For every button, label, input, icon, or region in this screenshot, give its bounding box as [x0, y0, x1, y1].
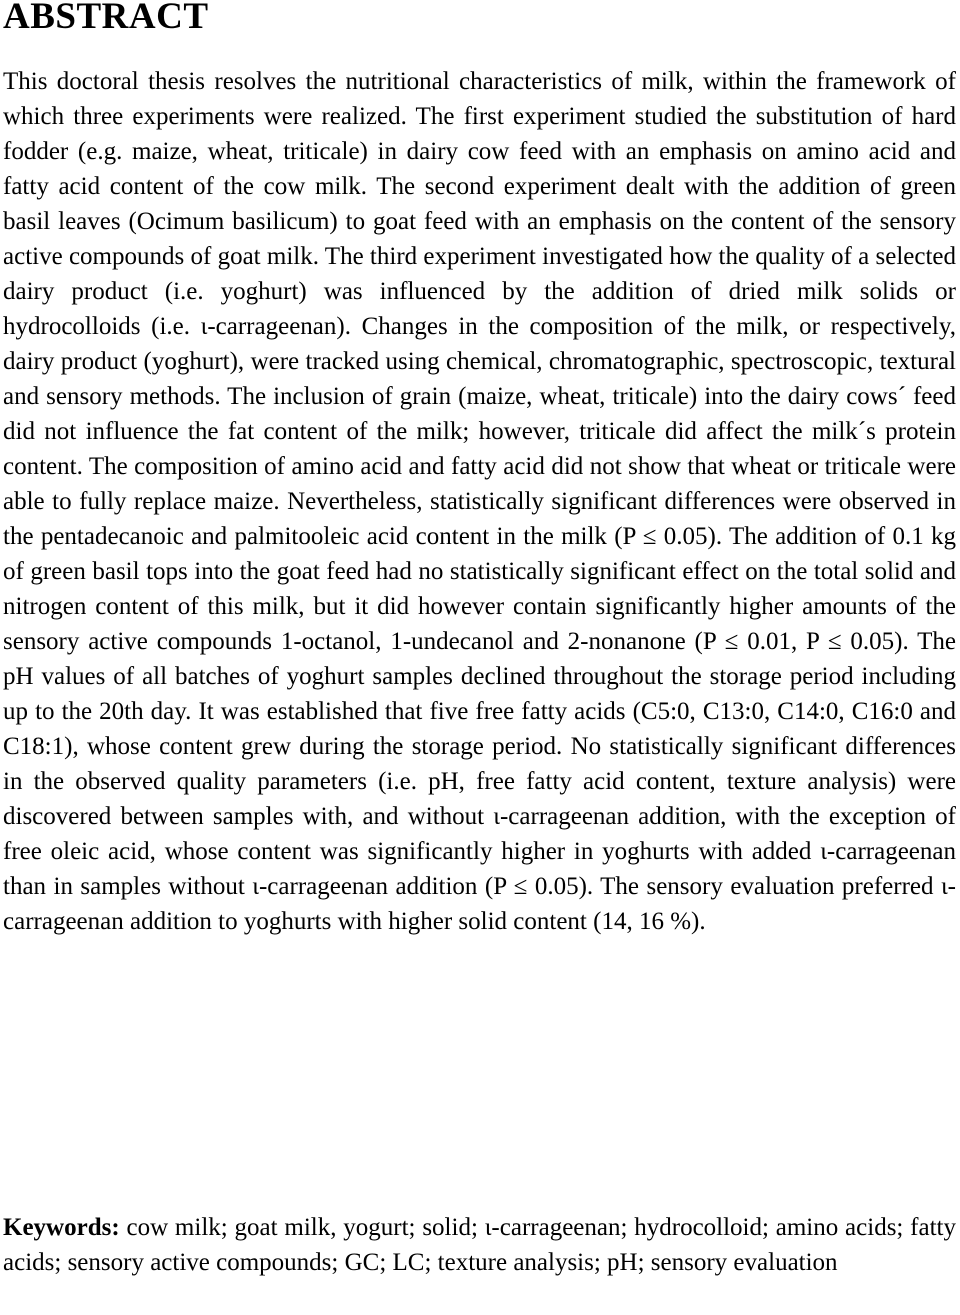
- keywords-label: Keywords:: [3, 1214, 120, 1241]
- page-title: ABSTRACT: [3, 0, 209, 37]
- keywords-text: cow milk; goat milk, yogurt; solid; ι-carrageenan; hydrocolloid; amino acids; fatty acids; sensory active compounds; GC; LC; texture analysis; pH; sensory evaluation: [3, 1214, 956, 1276]
- abstract-paragraph: This doctoral thesis resolves the nutritional characteristics of milk, within the framework of which three experiments were realized. The first experiment studied the substitution of hard fodder (e.g. maize, wheat, triticale) in dairy cow feed with an emphasis on amino acid and fatty acid content of the cow milk. The second experiment dealt with the addition of green basil leaves (Ocimum basilicum) to goat feed with an emphasis on the content of the sensory active compounds of goat milk. The third experiment investigated how the quality of a selected dairy product (i.e. yoghurt) was influenced by the addition of dried milk solids or hydrocolloids (i.e. ι-carrageenan). Changes in the composition of the milk, or respectively, dairy product (yoghurt), were tracked using chemical, chromatographic, spectroscopic, textural and sensory methods. The inclusion of grain (maize, wheat, triticale) into the dairy cows´ feed did not influence the fat content of the milk; however, triticale did affect the milk´s protein content. The composition of amino acid and fatty acid did not show that wheat or triticale were able to fully replace maize. Nevertheless, statistically significant differences were observed in the pentadecanoic and palmitooleic acid content in the milk (P ≤ 0.05). The addition of 0.1 kg of green basil tops into the goat feed had no statistically significant effect on the total solid and nitrogen content of this milk, but it did however contain significantly higher amounts of the sensory active compounds 1-octanol, 1-undecanol and 2-nonanone (P ≤ 0.01, P ≤ 0.05). The pH values of all batches of yoghurt samples declined throughout the storage period including up to the 20th day. It was established that five free fatty acids (C5:0, C13:0, C14:0, C16:0 and C18:1), whose content grew during the storage period. No statistically significant differences in the observed quality parameters (i.e. pH, free fatty acid content, texture analysis) were discovered between samples with, and without ι-carrageenan addition, with the exception of free oleic acid, whose content was significantly higher in yoghurts with added ι-carrageenan than in samples without ι-carrageenan addition (P ≤ 0.05). The sensory evaluation preferred ι-carrageenan addition to yoghurts with higher solid content (14, 16 %).: [3, 68, 956, 935]
- keywords-paragraph: [3, 1210, 956, 1280]
